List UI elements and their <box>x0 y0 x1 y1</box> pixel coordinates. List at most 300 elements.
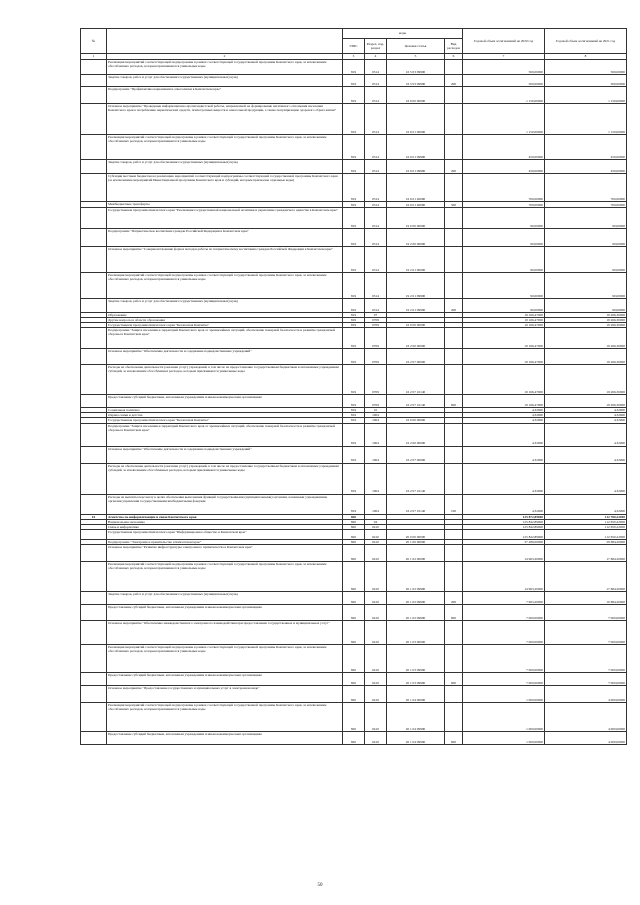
row-csr: 16 2 07 10140 <box>387 494 445 514</box>
row-value-2021: 4 000,00000 <box>545 731 627 744</box>
row-value-2020: 19 166,47000 <box>463 313 545 318</box>
row-razdel: 0410 <box>365 702 387 731</box>
row-vr <box>445 446 463 463</box>
row-csr: 16 6 01 40060 <box>387 202 445 208</box>
row-value-2020: 450,00000 <box>463 160 545 174</box>
row-value-2020: 4,32000 <box>463 494 545 514</box>
row-vr <box>445 349 463 365</box>
row-value-2020: 125 872,89000 <box>463 514 545 519</box>
row-value-2021: 112 650,22000 <box>545 524 627 529</box>
row-value-2021: 7 000,00000 <box>545 644 627 672</box>
row-csr: 16 2 07 10140 <box>387 463 445 494</box>
row-grbs: 819 <box>343 208 365 229</box>
row-csr: 16 0 00 00000 <box>387 323 445 328</box>
row-grbs: 819 <box>343 229 365 247</box>
row-value-2021: 4,32000 <box>545 408 627 413</box>
row-value-2021: 1 150,00000 <box>545 87 627 104</box>
row-number <box>81 731 107 744</box>
col-grbs-header: ГРБС <box>343 39 365 54</box>
row-value-2020: 19 166,47000 <box>463 365 545 395</box>
row-value-2021: 4 000,00000 <box>545 702 627 731</box>
table-row <box>81 446 627 463</box>
row-value-2021: 7 000,00000 <box>545 620 627 644</box>
row-number <box>81 174 107 202</box>
col-2020-header: Годовой объем ассигнований на 2020 год <box>463 29 545 54</box>
row-value-2021: 4 000,00000 <box>545 685 627 702</box>
table-row <box>81 644 627 672</box>
row-csr: 20 1 02 09990 <box>387 591 445 604</box>
row-value-2020: 700,00000 <box>463 174 545 202</box>
row-csr: 16 2 00 00000 <box>387 328 445 349</box>
row-value-2020: 90,00000 <box>463 273 545 299</box>
row-csr: 19 2 01 09990 <box>387 299 445 313</box>
row-vr <box>445 273 463 299</box>
row-number <box>81 604 107 620</box>
row-value-2021: 4,32000 <box>545 413 627 418</box>
row-name: Закупка товаров, работ и услуг для обеспечения государственных (муниципальных) нужд <box>107 591 343 604</box>
row-name: Реализация мероприятий соответствующей подпрограммы в рамках соответствующей государственной программы Камчатского края, за исключением обособленных расходов, которым присваиваются уникальные коды <box>107 60 343 75</box>
row-csr: 19 2 01 00000 <box>387 247 445 273</box>
row-value-2020: 4,32000 <box>463 408 545 413</box>
row-grbs: 820 <box>343 519 365 524</box>
row-number <box>81 620 107 644</box>
row-vr <box>445 135 463 160</box>
row-razdel: 0410 <box>365 539 387 544</box>
row-name: Подпрограмма "Профилактика наркомании и алкоголизма в Камчатском крае" <box>107 87 343 104</box>
row-number: 16 <box>81 514 107 519</box>
row-number <box>81 60 107 75</box>
row-razdel: 0410 <box>365 591 387 604</box>
row-razdel: 0314 <box>365 208 387 229</box>
row-csr: 16 6 01 09990 <box>387 135 445 160</box>
row-csr: 20 0 00 00000 <box>387 529 445 539</box>
row-number <box>81 685 107 702</box>
row-razdel: 1004 <box>365 413 387 418</box>
row-value-2021: 19 266,30000 <box>545 313 627 318</box>
row-grbs: 819 <box>343 463 365 494</box>
row-vr <box>445 529 463 539</box>
row-value-2020: 4,32000 <box>463 413 545 418</box>
row-number <box>81 104 107 135</box>
table-row <box>81 174 627 202</box>
row-value-2020: 500,00000 <box>463 60 545 75</box>
row-value-2020: 19 166,47000 <box>463 318 545 323</box>
row-grbs: 819 <box>343 202 365 208</box>
row-razdel: 0314 <box>365 104 387 135</box>
row-razdel: 0410 <box>365 604 387 620</box>
row-name: Реализация мероприятий соответствующей подпрограммы в рамках соответствующей государственной программы Камчатского края, за исключением обособленных расходов, которым присваиваются уникальные коды <box>107 561 343 591</box>
row-name: Государственная программа Камчатского края "Безопасная Камчатка" <box>107 323 343 328</box>
row-value-2021: 7 000,00000 <box>545 672 627 685</box>
row-vr <box>445 365 463 395</box>
row-value-2020: 19 166,47000 <box>463 395 545 408</box>
row-razdel: 04 <box>365 519 387 524</box>
row-number <box>81 672 107 685</box>
row-number <box>81 273 107 299</box>
row-value-2021: 1 150,00000 <box>545 104 627 135</box>
row-value-2020: 19 166,47000 <box>463 323 545 328</box>
row-name: Основное мероприятие "Обеспечение межведомственного электронного взаимодействия при предоставлении государственных и муниципальных услуг" <box>107 620 343 644</box>
table-row <box>81 544 627 561</box>
row-vr: 500 <box>445 202 463 208</box>
row-value-2021: 90,00000 <box>545 208 627 229</box>
row-csr: 20 1 04 00000 <box>387 685 445 702</box>
row-value-2021: 19 266,30000 <box>545 328 627 349</box>
row-value-2020: 90,00000 <box>463 208 545 229</box>
row-value-2021: 90,00000 <box>545 273 627 299</box>
table-row <box>81 620 627 644</box>
row-value-2021: 4,32000 <box>545 423 627 446</box>
row-grbs: 820 <box>343 539 365 544</box>
row-razdel: 0410 <box>365 731 387 744</box>
row-name: Межбюджетные трансферты <box>107 202 343 208</box>
row-value-2021: 500,00000 <box>545 75 627 87</box>
row-name: Основное мероприятие "Обеспечение деятельности и содержание подведомственных учреждений" <box>107 349 343 365</box>
row-razdel: 0314 <box>365 87 387 104</box>
row-value-2021: 19 266,30000 <box>545 349 627 365</box>
row-csr: 16 2 07 10140 <box>387 395 445 408</box>
row-csr: 19 2 00 00000 <box>387 229 445 247</box>
row-value-2021: 10 684,20000 <box>545 591 627 604</box>
row-razdel: 0410 <box>365 620 387 644</box>
row-number <box>81 208 107 229</box>
table-row <box>81 208 627 229</box>
row-value-2021: 112 780,22000 <box>545 514 627 519</box>
row-value-2020: 1 150,00000 <box>463 104 545 135</box>
row-grbs: 819 <box>343 349 365 365</box>
row-name: Подпрограмма "Защита населения и территорий Камчатского края от чрезвычайных ситуаций, обеспечение пожарной безопасности и развитие гражданской обороны в Камчатском крае" <box>107 328 343 349</box>
col-index: 1 <box>81 54 107 60</box>
row-grbs: 820 <box>343 529 365 539</box>
row-vr <box>445 174 463 202</box>
row-razdel: 0709 <box>365 328 387 349</box>
budget-table-sheet <box>80 28 626 745</box>
row-razdel: 0709 <box>365 318 387 323</box>
row-value-2020: 19 166,47000 <box>463 328 545 349</box>
row-grbs: 820 <box>343 514 365 519</box>
row-grbs: 820 <box>343 620 365 644</box>
row-name: Закупка товаров, работ и услуг для обеспечения государственных (муниципальных) нужд <box>107 75 343 87</box>
row-grbs: 819 <box>343 418 365 423</box>
row-grbs: 820 <box>343 524 365 529</box>
row-number <box>81 529 107 539</box>
row-razdel: 0314 <box>365 273 387 299</box>
row-name: Расходы на выплаты персоналу в целях обеспечения выполнения функций государственными (муниципальными) органами, казенными учреждениями, органами управления государственными внебюджетными фондами <box>107 494 343 514</box>
row-razdel: 0410 <box>365 672 387 685</box>
row-razdel: 0314 <box>365 135 387 160</box>
row-csr: 19 2 01 09990 <box>387 273 445 299</box>
row-grbs: 819 <box>343 273 365 299</box>
row-razdel: 1004 <box>365 418 387 423</box>
row-csr: 16 6 00 00000 <box>387 87 445 104</box>
row-value-2020: 7 000,00000 <box>463 620 545 644</box>
row-name: Подпрограмма "Электронное правительство в Камчатском крае" <box>107 539 343 544</box>
row-value-2021: 700,00000 <box>545 202 627 208</box>
row-value-2020: 90,00000 <box>463 229 545 247</box>
row-value-2021: 450,00000 <box>545 135 627 160</box>
row-number <box>81 349 107 365</box>
row-name: Основное мероприятие "Совершенствование форм и методов работы по патриотическому воспитанию граждан Российской Федерации в Камчатском крае" <box>107 247 343 273</box>
row-razdel: 0314 <box>365 202 387 208</box>
row-grbs: 819 <box>343 104 365 135</box>
row-value-2020: 125 842,89000 <box>463 529 545 539</box>
row-name: Основное мероприятие "Развитие инфраструктуры электронного правительства в Камчатском крае" <box>107 544 343 561</box>
row-grbs: 819 <box>343 323 365 328</box>
row-vr <box>445 544 463 561</box>
table-row <box>81 494 627 514</box>
row-razdel: 07 <box>365 313 387 318</box>
row-name: Предоставление субсидий бюджетным, автономным учреждениям и иным некоммерческим организациям <box>107 395 343 408</box>
row-razdel: 1004 <box>365 494 387 514</box>
row-name: Субсидии местным бюджетам на реализацию мероприятий соответствующей подпрограммы соответствующей государственной программы Камчатского края (за исключением мероприятий Инвестиционной программы Камчатского края и субсидий, которым присвоены отдельные коды) <box>107 174 343 202</box>
row-value-2020: 7 963,20000 <box>463 591 545 604</box>
row-number <box>81 395 107 408</box>
table-row <box>81 702 627 731</box>
row-value-2020: 4,32000 <box>463 418 545 423</box>
row-razdel: 0709 <box>365 395 387 408</box>
table-body <box>81 60 627 745</box>
row-grbs: 819 <box>343 247 365 273</box>
row-name: Другие вопросы в области образования <box>107 318 343 323</box>
row-number <box>81 561 107 591</box>
row-number <box>81 160 107 174</box>
row-grbs: 819 <box>343 408 365 413</box>
row-name: Реализация мероприятий соответствующей подпрограммы в рамках соответствующей государственной программы Камчатского края, за исключением обособленных расходов, которым присваиваются уникальные коды <box>107 135 343 160</box>
row-value-2021: 90,00000 <box>545 299 627 313</box>
row-grbs: 819 <box>343 60 365 75</box>
row-name: Предоставление субсидий бюджетным, автономным учреждениям и иным некоммерческим организациям <box>107 731 343 744</box>
row-value-2020: 125 842,89000 <box>463 524 545 529</box>
table-row <box>81 87 627 104</box>
row-vr: 100 <box>445 494 463 514</box>
row-number <box>81 299 107 313</box>
col-vr-header: Вид расходов <box>445 39 463 54</box>
row-vr: 200 <box>445 160 463 174</box>
row-value-2020: 1 000,00000 <box>463 731 545 744</box>
row-razdel: 1004 <box>365 463 387 494</box>
row-name: Предоставление субсидий бюджетным, автономным учреждениям и иным некоммерческим организациям <box>107 604 343 620</box>
table-row <box>81 299 627 313</box>
row-csr: 20 1 04 09990 <box>387 702 445 731</box>
row-value-2020: 7 000,00000 <box>463 672 545 685</box>
col-index: 6 <box>445 54 463 60</box>
row-value-2021: 450,00000 <box>545 160 627 174</box>
row-razdel: 0314 <box>365 247 387 273</box>
row-number <box>81 87 107 104</box>
row-value-2020: 7 000,00000 <box>463 604 545 620</box>
row-razdel: 0410 <box>365 644 387 672</box>
row-name: Реализация мероприятий соответствующей подпрограммы в рамках соответствующей государственной программы Камчатского края, за исключением обособленных расходов, которым присваиваются уникальные коды <box>107 644 343 672</box>
codes-group-header: коды <box>343 29 463 39</box>
row-vr: 600 <box>445 731 463 744</box>
table-row <box>81 104 627 135</box>
table-row <box>81 365 627 395</box>
row-value-2021: 112 650,22000 <box>545 519 627 524</box>
row-razdel: 0410 <box>365 544 387 561</box>
row-grbs: 819 <box>343 135 365 160</box>
row-number <box>81 135 107 160</box>
col-index: 3 <box>343 54 365 60</box>
col-num-header: № <box>81 29 107 54</box>
row-value-2020: 4,32000 <box>463 463 545 494</box>
row-vr <box>445 104 463 135</box>
row-razdel: 0314 <box>365 174 387 202</box>
row-value-2021: 500,00000 <box>545 60 627 75</box>
table-row <box>81 529 627 539</box>
row-grbs: 819 <box>343 494 365 514</box>
row-grbs: 819 <box>343 423 365 446</box>
row-vr <box>445 620 463 644</box>
row-razdel: 0709 <box>365 349 387 365</box>
row-value-2021: 4,32000 <box>545 446 627 463</box>
row-name: Реализация мероприятий соответствующей подпрограммы в рамках соответствующей государственной программы Камчатского края, за исключением обособленных расходов, которым присваиваются уникальные коды <box>107 273 343 299</box>
row-value-2020: 500,00000 <box>463 75 545 87</box>
row-value-2020: 14 963,20000 <box>463 561 545 591</box>
table-row <box>81 75 627 87</box>
row-csr: 16 2 00 00000 <box>387 423 445 446</box>
row-name: Расходы на обеспечение деятельности (оказание услуг) учреждений, в том числе на предоставление государственным бюджетным и автономным учреждениям субсидий, за исключением обособленных расходов, которым присваиваются уникальные коды <box>107 365 343 395</box>
row-number <box>81 494 107 514</box>
row-vr: 600 <box>445 604 463 620</box>
row-name: Основное мероприятие "Предоставление государственных и муниципальных услуг в электронном виде" <box>107 685 343 702</box>
row-razdel: 0314 <box>365 229 387 247</box>
row-value-2020: 1 000,00000 <box>463 685 545 702</box>
row-name: Расходы на обеспечение деятельности (оказание услуг) учреждений, в том числе на предоставление государственным бюджетным и автономным учреждениям субсидий, за исключением обособленных расходов, которым присваиваются уникальные коды <box>107 463 343 494</box>
table-row <box>81 604 627 620</box>
row-value-2021: 4,32000 <box>545 463 627 494</box>
row-value-2020: 90,00000 <box>463 299 545 313</box>
row-number <box>81 75 107 87</box>
row-name: Образование <box>107 313 343 318</box>
row-razdel: 0314 <box>365 160 387 174</box>
row-name: Закупка товаров, работ и услуг для обеспечения государственных (муниципальных) нужд <box>107 160 343 174</box>
row-grbs: 820 <box>343 604 365 620</box>
row-name: Подпрограмма "Патриотическое воспитание граждан Российской Федерации в Камчатском крае" <box>107 229 343 247</box>
table-row <box>81 672 627 685</box>
row-grbs: 819 <box>343 160 365 174</box>
row-grbs: 819 <box>343 413 365 418</box>
row-vr <box>445 685 463 702</box>
row-csr: 16 6 01 40060 <box>387 174 445 202</box>
table-row <box>81 135 627 160</box>
row-grbs: 819 <box>343 446 365 463</box>
budget-table <box>80 28 627 745</box>
col-csr-header: Целевая статья <box>387 39 445 54</box>
row-value-2020: 4,32000 <box>463 423 545 446</box>
row-value-2021: 29 684,20000 <box>545 539 627 544</box>
row-name: Государственная программа Камчатского края "Информационное общество в Камчатском крае" <box>107 529 343 539</box>
row-vr <box>445 247 463 273</box>
row-razdel: 0709 <box>365 323 387 328</box>
row-razdel: 0709 <box>365 365 387 395</box>
row-value-2020: 7 000,00000 <box>463 644 545 672</box>
table-row <box>81 273 627 299</box>
row-vr <box>445 423 463 446</box>
row-name: Реализация мероприятий соответствующей подпрограммы в рамках соответствующей государственной программы Камчатского края, за исключением обособленных расходов, которым присваиваются уникальные коды <box>107 702 343 731</box>
row-grbs: 819 <box>343 87 365 104</box>
row-grbs: 819 <box>343 174 365 202</box>
row-value-2020: 90,00000 <box>463 247 545 273</box>
row-grbs: 819 <box>343 318 365 323</box>
row-value-2020: 125 842,89000 <box>463 519 545 524</box>
table-row <box>81 160 627 174</box>
col-razdel-header: Раздел, под-раздел <box>365 39 387 54</box>
row-vr <box>445 87 463 104</box>
page-number: 50 <box>317 883 323 888</box>
row-value-2020: 450,00000 <box>463 135 545 160</box>
row-csr: 20 1 02 09990 <box>387 561 445 591</box>
row-vr <box>445 208 463 229</box>
table-row <box>81 731 627 744</box>
row-razdel: 0410 <box>365 529 387 539</box>
row-vr: 600 <box>445 672 463 685</box>
table-row <box>81 591 627 604</box>
row-name: Государственная программа Камчатского края "Безопасная Камчатка" <box>107 418 343 423</box>
row-name: Охрана семьи и детства <box>107 413 343 418</box>
row-razdel: 0410 <box>365 561 387 591</box>
row-razdel: 0314 <box>365 60 387 75</box>
row-value-2020: 4,32000 <box>463 446 545 463</box>
row-csr: 19 0 00 00000 <box>387 208 445 229</box>
row-value-2021: 17 684,20000 <box>545 561 627 591</box>
row-vr <box>445 561 463 591</box>
row-csr: 16 6 01 00000 <box>387 104 445 135</box>
row-razdel: 0314 <box>365 299 387 313</box>
table-row <box>81 463 627 494</box>
row-number <box>81 591 107 604</box>
row-grbs: 820 <box>343 591 365 604</box>
row-razdel: 1004 <box>365 423 387 446</box>
row-name: Социальная политика <box>107 408 343 413</box>
row-value-2020: 1 000,00000 <box>463 702 545 731</box>
row-number <box>81 328 107 349</box>
row-csr: 16 6 01 09990 <box>387 160 445 174</box>
row-value-2021: 4,32000 <box>545 418 627 423</box>
row-vr: 200 <box>445 75 463 87</box>
row-value-2020: 14 963,20000 <box>463 544 545 561</box>
row-number <box>81 644 107 672</box>
row-value-2021: 17 684,20000 <box>545 544 627 561</box>
row-value-2021: 19 266,30000 <box>545 323 627 328</box>
row-number <box>81 247 107 273</box>
row-value-2020: 1 150,00000 <box>463 87 545 104</box>
table-row <box>81 229 627 247</box>
row-csr: 16 0 00 00000 <box>387 418 445 423</box>
row-name: Связь и информатика <box>107 524 343 529</box>
row-value-2021: 7 000,00000 <box>545 604 627 620</box>
row-csr: 16 5 03 09990 <box>387 75 445 87</box>
row-name: Закупка товаров, работ и услуг для обеспечения государственных (муниципальных) нужд <box>107 299 343 313</box>
row-number <box>81 423 107 446</box>
row-razdel: 0314 <box>365 75 387 87</box>
row-csr: 20 1 02 09990 <box>387 604 445 620</box>
row-value-2021: 90,00000 <box>545 229 627 247</box>
row-value-2021: 19 266,30000 <box>545 318 627 323</box>
table-row <box>81 423 627 446</box>
row-grbs: 819 <box>343 299 365 313</box>
row-vr <box>445 644 463 672</box>
row-grbs: 819 <box>343 395 365 408</box>
row-csr: 20 1 02 00000 <box>387 544 445 561</box>
col-index: 4 <box>365 54 387 60</box>
row-vr <box>445 702 463 731</box>
row-grbs: 820 <box>343 561 365 591</box>
row-number <box>81 229 107 247</box>
row-value-2021: 700,00000 <box>545 174 627 202</box>
row-csr: 20 1 00 00000 <box>387 539 445 544</box>
row-vr: 200 <box>445 591 463 604</box>
row-number <box>81 702 107 731</box>
